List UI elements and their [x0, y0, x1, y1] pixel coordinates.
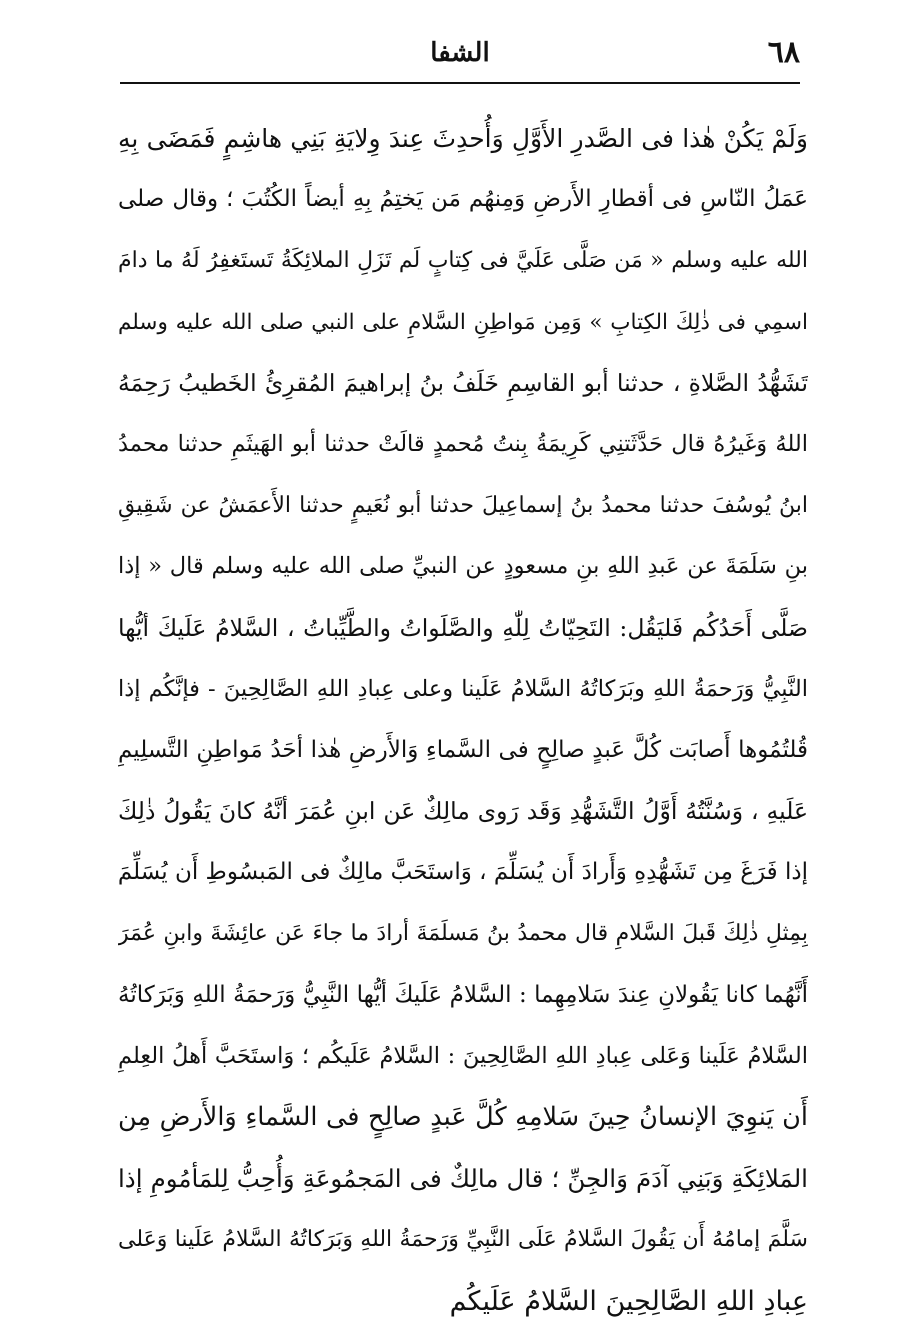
text-line: المَلائِكَةِ وَبَنِي آدَمَ وَالجِنِّ ؛ قال مالِكٌ فى المَجمُوعَةِ وَأُحِبُّ لِلمَأمُومِ إذا — [118, 1164, 808, 1194]
text-line: عَلَيهِ ، وَسُنَّتُهُ أَوَّلُ التَّشَهُّدِ وَقَد رَوى مالِكٌ عَن ابنِ عُمَرَ أنَّهُ كانَ يَقُولُ ذٰلِكَ — [118, 797, 808, 826]
text-line: عَمَلُ النّاسِ فى أقطارِ الأَرضِ وَمِنهُم مَن يَختِمُ بِهِ أيضاً الكُتُبَ ؛ وقال صلى — [118, 186, 808, 213]
text-line: النَّبِيُّ وَرَحمَةُ اللهِ وبَرَكاتُهُ السَّلامُ عَلَينا وعلى عِبادِ اللهِ الصَّالِحِينَ - فإنَّكُم إذا — [118, 675, 808, 702]
page-number: ٦٨ — [767, 35, 800, 70]
text-line: اسمِي فى ذٰلِكَ الكِتابِ » وَمِن مَواطِنِ السَّلامِ على النبي صلى الله عليه وسلم — [118, 309, 808, 335]
text-line: إذا فَرَغَ مِن تَشَهُّدِهِ وَأَرادَ أَن يُسَلِّمَ ، وَاستَحَبَّ مالِكٌ فى المَبسُوطِ أَن يُسَلِّمَ — [118, 859, 808, 886]
text-line: بِمِثلِ ذٰلِكَ قَبلَ السَّلامِ قال محمدُ بنُ مَسلَمَةَ أرادَ ما جاءَ عَن عائِشَةَ وابنِ عُمَرَ — [118, 921, 808, 947]
text-line: اللهُ وَغَيرُهُ قال حَدَّثَتنِي كَرِيمَةُ بِنتُ مُحمدٍ قالَتْ حدثنا أبو الهَيثَمِ حدثنا محمدُ — [118, 430, 808, 457]
text-line: أَنَّهُما كانا يَقُولانِ عِندَ سَلامِهِما : السَّلامُ عَلَيكَ أيُّها النَّبِيُّ وَرَحمَةُ اللهِ وَبَرَكاتُهُ — [118, 981, 808, 1008]
text-line: عِبادِ اللهِ الصَّالِحِينَ السَّلامُ عَلَيكُم — [449, 1285, 808, 1317]
text-line: سَلَّمَ إمامُهُ أَن يَقُولَ السَّلامُ عَلَى النَّبِيِّ وَرَحمَةُ اللهِ وَبَرَكاتُهُ السَّلامُ عَلَينا وَعَلى — [118, 1227, 808, 1253]
text-line: أَن يَنوِيَ الإنسانُ حِينَ سَلامِهِ كُلَّ عَبدٍ صالِحٍ فى السَّماءِ وَالأَرضِ مِن — [118, 1102, 808, 1132]
text-line: صَلَّى أَحَدُكُم فَليَقُل: التَحِيّاتُ لِلّٰهِ والصَّلَواتُ والطَّيِّباتُ ، السَّلامُ عَلَيكَ أيُّها — [118, 613, 808, 642]
text-line: تَشَهُّدُ الصَّلاةِ ، حدثنا أبو القاسِمِ خَلَفُ بنُ إبراهيمَ المُقرِئُ الخَطيبُ رَحِمَهُ — [118, 368, 808, 397]
text-line: ابنُ يُوسُفَ حدثنا محمدُ بنُ إسماعِيلَ حدثنا أبو نُعَيمٍ حدثنا الأَعمَشُ عن شَقِيقِ — [118, 493, 808, 519]
text-line: الله عليه وسلم « مَن صَلَّى عَلَيَّ فى كِتابٍ لَم تَزَلِ الملائِكَةُ تَستَغفِرُ لَهُ ما دامَ — [118, 248, 808, 274]
text-line: السَّلامُ عَلَينا وَعَلى عِبادِ اللهِ الصَّالِحِينَ : السَّلامُ عَلَيكُم ؛ وَاستَحَبَّ أَهلُ العِلمِ — [118, 1042, 808, 1069]
header-rule — [120, 82, 800, 84]
running-title: الشفا — [430, 38, 490, 68]
page-header — [120, 30, 800, 76]
text-line: قُلتُمُوها أَصابَت كُلَّ عَبدٍ صالِحٍ فى السَّماءِ وَالأَرضِ هٰذا أحَدُ مَواطِنِ التَّسلِيمِ — [118, 736, 808, 763]
text-line: وَلَمْ يَكُنْ هٰذا فى الصَّدرِ الأَوَّلِ وَأُحدِثَ عِندَ وِلايَةِ بَنِي هاشِمٍ فَمَضَى بِهِ — [118, 124, 808, 153]
body-text — [118, 108, 808, 1317]
text-line: بنِ سَلَمَةَ عن عَبدِ اللهِ بنِ مسعودٍ عن النبيِّ صلى الله عليه وسلم قال « إذا — [118, 553, 808, 580]
